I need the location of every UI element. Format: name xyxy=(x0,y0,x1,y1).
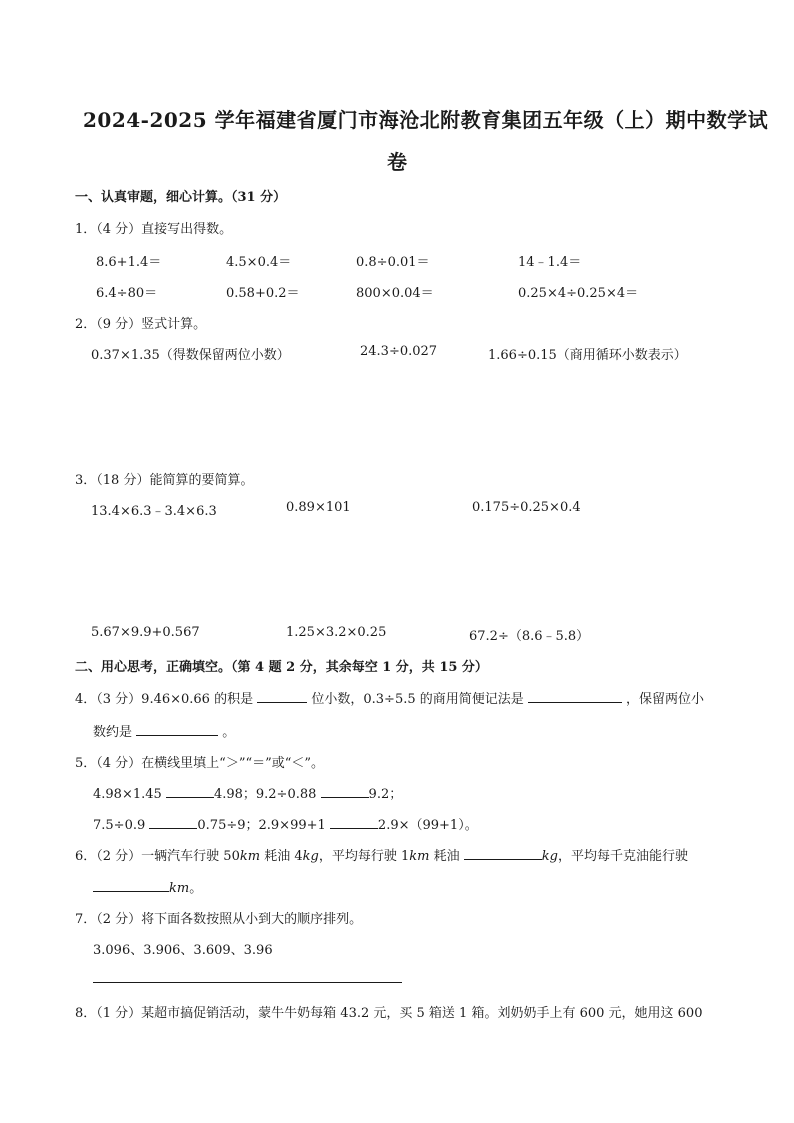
question-1: 1．（4 分）直接写出得数。 xyxy=(75,222,233,237)
question-6-line-2 xyxy=(93,877,202,896)
q6-text-4: 耗油 xyxy=(429,849,460,864)
q1-expr-8: 0.25×4÷0.25×4＝ xyxy=(518,286,639,301)
q5-text-2: 4.98；9.2÷0.88 xyxy=(213,787,317,802)
q7-answer-line[interactable] xyxy=(93,982,402,983)
question-4-line-2 xyxy=(93,721,235,740)
question-8: 8．（1 分）某超市搞促销活动，蒙牛牛奶每箱 43.2 元，买 5 箱送 1 箱。刘奶奶手上有 600 元，她用这 600 xyxy=(75,1006,703,1021)
q1-expr-1: 8.6+1.4＝ xyxy=(96,255,162,270)
page-title-continued: 卷 xyxy=(387,150,408,174)
q6-unit-kg-2: kg xyxy=(541,849,558,864)
q5-blank-4[interactable] xyxy=(330,816,378,829)
q6-unit-kg: kg xyxy=(302,849,319,864)
q5-blank-2[interactable] xyxy=(321,785,369,798)
q6-text-3: ，平均每行驶 1 xyxy=(318,849,410,864)
q3-expr-5: 1.25×3.2×0.25 xyxy=(286,625,387,640)
q6-text-2: 耗油 4 xyxy=(260,849,303,864)
q4-blank-3[interactable] xyxy=(136,723,218,736)
question-6-line-1 xyxy=(75,845,688,864)
q4-blank-1[interactable] xyxy=(257,690,307,703)
q5-blank-1[interactable] xyxy=(166,785,214,798)
q6-text-1: 6．（2 分）一辆汽车行驶 50 xyxy=(75,849,240,864)
q4-text-4: 数约是 xyxy=(93,725,133,740)
q6-unit-km-2: km xyxy=(409,849,430,864)
q5-text-4: 7.5÷0.9 xyxy=(93,818,146,833)
q5-text-3: 9.2； xyxy=(368,787,403,802)
q3-expr-3: 0.175÷0.25×0.4 xyxy=(472,500,581,515)
q5-text-6: 2.9×（99+1）。 xyxy=(377,818,478,833)
q1-expr-7: 800×0.04＝ xyxy=(356,286,434,301)
q3-expr-4: 5.67×9.9+0.567 xyxy=(91,625,200,640)
section-1-heading: 一、认真审题，细心计算。（31 分） xyxy=(75,190,287,205)
q3-expr-2: 0.89×101 xyxy=(286,500,351,515)
q1-expr-4: 14﹣1.4＝ xyxy=(518,255,582,270)
q4-text-1: 4．（3 分）9.46×0.66 的积是 xyxy=(75,692,254,707)
q2-expr-3: 1.66÷0.15（商用循环小数表示） xyxy=(488,348,687,363)
question-3: 3．（18 分）能简算的要简算。 xyxy=(75,473,254,488)
q6-unit-km-3: km xyxy=(169,881,190,896)
q6-blank-2[interactable] xyxy=(93,879,169,892)
page-title: 2024-2025 学年福建省厦门市海沧北附教育集团五年级（上）期中数学试 xyxy=(83,108,769,132)
q6-blank-1[interactable] xyxy=(464,847,542,860)
q5-line-2 xyxy=(93,814,478,833)
question-4-line-1 xyxy=(75,688,704,707)
q2-expr-1: 0.37×1.35（得数保留两位小数） xyxy=(91,348,290,363)
q4-text-5: 。 xyxy=(222,725,236,740)
q7-numbers: 3.096、3.906、3.609、3.96 xyxy=(93,943,273,958)
q5-text-1: 4.98×1.45 xyxy=(93,787,162,802)
q5-blank-3[interactable] xyxy=(149,816,197,829)
q6-text-6: 。 xyxy=(189,881,203,896)
q6-unit-km: km xyxy=(239,849,261,864)
q1-expr-3: 0.8÷0.01＝ xyxy=(356,255,430,270)
q4-blank-2[interactable] xyxy=(528,690,622,703)
q4-text-2: 位小数，0.3÷5.5 的商用简便记法是 xyxy=(311,692,524,707)
section-2-heading: 二、用心思考，正确填空。（第 4 题 2 分，其余每空 1 分，共 15 分） xyxy=(75,660,488,675)
q1-expr-6: 0.58+0.2＝ xyxy=(226,286,300,301)
q3-expr-6: 67.2÷（8.6﹣5.8） xyxy=(469,629,590,644)
q1-expr-5: 6.4÷80＝ xyxy=(96,286,158,301)
q4-text-3: ，保留两位小 xyxy=(626,692,705,707)
q1-expr-2: 4.5×0.4＝ xyxy=(226,255,292,270)
q2-expr-2: 24.3÷0.027 xyxy=(360,344,438,359)
question-2: 2．（9 分）竖式计算。 xyxy=(75,317,207,332)
question-5: 5．（4 分）在横线里填上“＞”“＝”或“＜”。 xyxy=(75,756,325,771)
q6-text-5: ，平均每千克油能行驶 xyxy=(557,849,688,864)
q5-text-5: 0.75÷9；2.9×99+1 xyxy=(197,818,326,833)
q5-line-1 xyxy=(93,783,402,802)
question-7: 7．（2 分）将下面各数按照从小到大的顺序排列。 xyxy=(75,912,363,927)
q3-expr-1: 13.4×6.3﹣3.4×6.3 xyxy=(91,504,217,519)
